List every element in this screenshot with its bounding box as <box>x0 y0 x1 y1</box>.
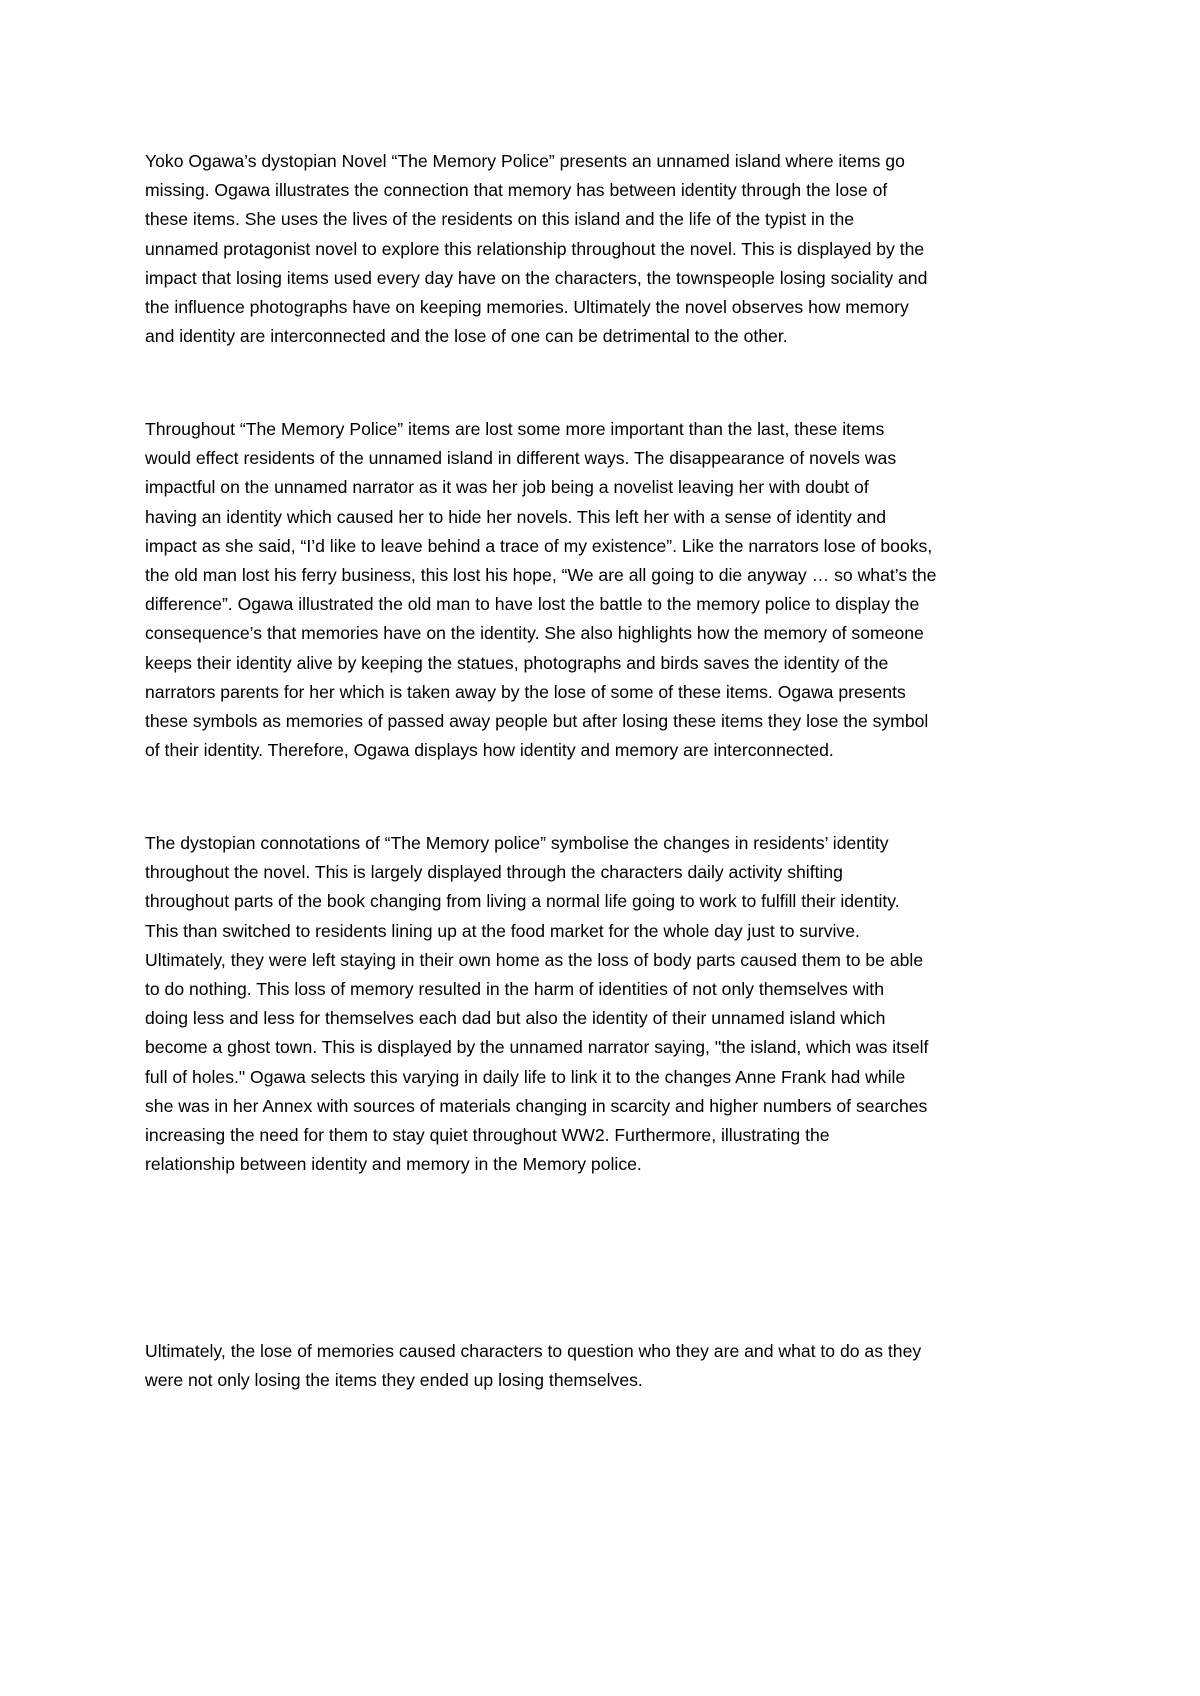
paragraph-conclusion: Ultimately, the lose of memories caused characters to question who they are and what to do as they were not only losing the items they ended up losing themselves. <box>145 1341 922 1391</box>
paragraph-body-2: The dystopian connotations of “The Memory police” symbolise the changes in residents’ identity throughout the novel. This is largely displayed through the characters daily activity shifting throughout parts of the book changing from living a normal life going to work to fulfill their identity. This than switched to residents lining up at the food market for the whole day just to survive. Ultimately, they were left staying in their own home as the loss of body parts caused them to be able to do nothing. This loss of memory resulted in the harm of identities of not only themselves with doing less and less for themselves each dad but also the identity of their unnamed island which become a ghost town. This is displayed by the unnamed narrator saying, "the island, which was itself full of holes." Ogawa selects this varying in daily life to link it to the changes Anne Frank had while she was in her Annex with sources of materials changing in scarcity and higher numbers of searches increasing the need for them to stay quiet throughout WW2. Furthermore, illustrating the relationship between identity and memory in the Memory police. <box>145 833 929 1175</box>
paragraph-body-1: Throughout “The Memory Police” items are lost some more important than the last, these items would effect residents of the unnamed island in different ways. The disappearance of novels was impactful on the unnamed narrator as it was her job being a novelist leaving her with doubt of having an identity which caused her to hide her novels. This left her with a sense of identity and impact as she said, “I’d like to leave behind a trace of my existence”. Like the narrators lose of books, the old man lost his ferry business, this lost his hope, “We are all going to die anyway … so what’s the difference”. Ogawa illustrated the old man to have lost the battle to the memory police to display the consequence’s that memories have on the identity. She also highlights how the memory of someone keeps their identity alive by keeping the statues, photographs and birds saves the identity of the narrators parents for her which is taken away by the lose of some of these items. Ogawa presents these symbols as memories of passed away people but after losing these items they lose the symbol of their identity. Therefore, Ogawa displays how identity and memory are interconnected. <box>145 419 937 761</box>
paragraph-introduction: Yoko Ogawa’s dystopian Novel “The Memory Police” presents an unnamed island where items go missing. Ogawa illustrates the connection that memory has between identity through the lose of these items. She uses the lives of the residents on this island and the life of the typist in the unnamed protagonist novel to explore this relationship throughout the novel. This is displayed by the impact that losing items used every day have on the characters, the townspeople losing sociality and the influence photographs have on keeping memories. Ultimately the novel observes how memory and identity are interconnected and the lose of one can be detrimental to the other. <box>145 151 928 347</box>
